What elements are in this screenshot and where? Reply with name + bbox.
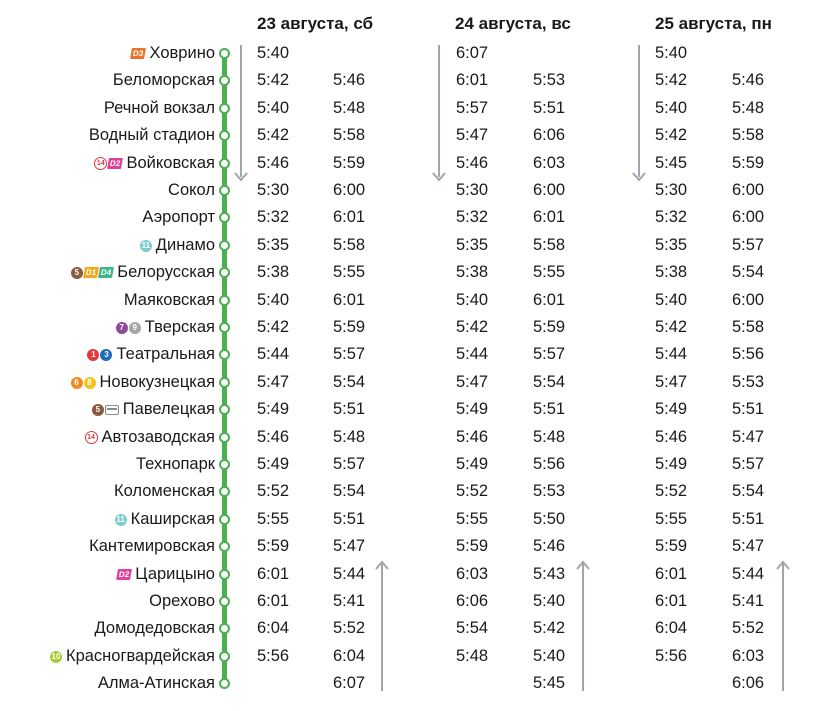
time-cell: 5:42 bbox=[257, 71, 290, 89]
station-dot bbox=[219, 185, 230, 196]
time-cell: 6:00 bbox=[333, 181, 366, 199]
time-cell: 6:03 bbox=[456, 565, 489, 583]
time-cell: 5:46 bbox=[533, 537, 566, 555]
time-cell: 5:40 bbox=[257, 44, 290, 62]
time-cell: 5:43 bbox=[533, 565, 566, 583]
station-dot bbox=[219, 432, 230, 443]
time-cell: 6:01 bbox=[257, 565, 290, 583]
transfer-badges bbox=[114, 514, 127, 526]
station-name: Коломенская bbox=[114, 482, 215, 500]
transfer-badges bbox=[84, 431, 98, 444]
time-cell: 5:32 bbox=[257, 208, 290, 226]
station-dot bbox=[219, 349, 230, 360]
station-name: Павелецкая bbox=[122, 400, 215, 418]
station-dot bbox=[219, 486, 230, 497]
time-cell: 5:49 bbox=[257, 455, 290, 473]
time-cell: 5:40 bbox=[456, 291, 489, 309]
time-cell: 5:52 bbox=[333, 619, 366, 637]
station-row bbox=[0, 150, 837, 177]
transfer-badges bbox=[49, 651, 62, 663]
time-cell: 5:59 bbox=[732, 154, 765, 172]
time-cell: 5:53 bbox=[533, 71, 566, 89]
mcd-line-badge: D1 bbox=[83, 267, 99, 278]
station-cell bbox=[149, 588, 215, 615]
time-cell: 6:06 bbox=[732, 674, 765, 692]
time-cell: 6:01 bbox=[655, 592, 688, 610]
time-cell: 5:46 bbox=[655, 428, 688, 446]
time-cell: 6:00 bbox=[732, 181, 765, 199]
station-dot bbox=[219, 651, 230, 662]
time-cell: 5:52 bbox=[257, 482, 290, 500]
mcd-line-badge: D3 bbox=[130, 48, 146, 59]
time-cell: 5:44 bbox=[333, 565, 366, 583]
time-cell: 5:57 bbox=[732, 236, 765, 254]
time-cell: 5:59 bbox=[533, 318, 566, 336]
station-name: Автозаводская bbox=[101, 428, 215, 446]
metro-line-badge: 5 bbox=[71, 267, 83, 279]
time-cell: 6:07 bbox=[333, 674, 366, 692]
time-cell: 5:51 bbox=[732, 400, 765, 418]
station-dot bbox=[219, 322, 230, 333]
station-cell bbox=[84, 424, 215, 451]
transfer-badges bbox=[115, 322, 141, 334]
station-name: Каширская bbox=[130, 510, 215, 528]
station-dot bbox=[219, 158, 230, 169]
time-cell: 6:01 bbox=[533, 208, 566, 226]
time-cell: 5:48 bbox=[533, 428, 566, 446]
station-cell bbox=[89, 122, 215, 149]
time-cell: 5:44 bbox=[655, 345, 688, 363]
time-cell: 5:55 bbox=[655, 510, 688, 528]
metro-line-badge: 14 bbox=[94, 157, 107, 170]
station-dot bbox=[219, 541, 230, 552]
time-cell: 5:40 bbox=[655, 99, 688, 117]
time-cell: 5:58 bbox=[533, 236, 566, 254]
time-cell: 5:54 bbox=[732, 482, 765, 500]
station-row bbox=[0, 615, 837, 642]
time-cell: 5:38 bbox=[257, 263, 290, 281]
time-cell: 5:55 bbox=[257, 510, 290, 528]
station-cell bbox=[70, 259, 215, 286]
time-cell: 6:00 bbox=[533, 181, 566, 199]
station-cell bbox=[115, 314, 215, 341]
station-cell bbox=[104, 95, 215, 122]
time-cell: 5:40 bbox=[257, 99, 290, 117]
time-cell: 5:35 bbox=[655, 236, 688, 254]
time-cell: 5:53 bbox=[533, 482, 566, 500]
station-cell bbox=[124, 287, 215, 314]
time-cell: 5:42 bbox=[257, 318, 290, 336]
time-cell: 5:51 bbox=[732, 510, 765, 528]
station-dot bbox=[219, 596, 230, 607]
station-name: Домодедовская bbox=[94, 619, 215, 637]
station-cell bbox=[70, 369, 216, 396]
station-row bbox=[0, 314, 837, 341]
railway-icon bbox=[105, 405, 119, 415]
station-name: Театральная bbox=[116, 345, 215, 363]
time-cell: 6:06 bbox=[533, 126, 566, 144]
time-cell: 5:51 bbox=[533, 99, 566, 117]
station-row bbox=[0, 396, 837, 423]
station-name: Беломорская bbox=[112, 71, 215, 89]
station-name: Алма-Атинская bbox=[97, 674, 215, 692]
time-cell: 5:48 bbox=[732, 99, 765, 117]
time-cell: 5:42 bbox=[655, 126, 688, 144]
station-cell bbox=[113, 67, 215, 94]
time-cell: 5:59 bbox=[456, 537, 489, 555]
time-cell: 5:46 bbox=[257, 428, 290, 446]
time-cell: 5:44 bbox=[732, 565, 765, 583]
time-cell: 5:32 bbox=[655, 208, 688, 226]
time-cell: 6:04 bbox=[655, 619, 688, 637]
time-cell: 5:56 bbox=[533, 455, 566, 473]
time-cell: 5:45 bbox=[655, 154, 688, 172]
time-cell: 5:47 bbox=[732, 428, 765, 446]
metro-line-badge: 11 bbox=[116, 514, 125, 524]
down-arrow-2 bbox=[432, 45, 446, 182]
time-cell: 5:47 bbox=[732, 537, 765, 555]
station-dot bbox=[219, 240, 230, 251]
time-cell: 5:46 bbox=[333, 71, 366, 89]
time-cell: 5:51 bbox=[533, 400, 566, 418]
station-cell bbox=[91, 396, 215, 423]
day-header-3: 25 августа, пн bbox=[655, 14, 772, 33]
time-cell: 6:01 bbox=[533, 291, 566, 309]
time-cell: 5:49 bbox=[655, 455, 688, 473]
time-cell: 5:54 bbox=[333, 373, 366, 391]
station-name: Новокузнецкая bbox=[99, 373, 215, 391]
time-cell: 5:55 bbox=[533, 263, 566, 281]
time-cell: 5:55 bbox=[333, 263, 366, 281]
time-cell: 5:49 bbox=[257, 400, 290, 418]
time-cell: 5:54 bbox=[456, 619, 489, 637]
time-cell: 5:35 bbox=[257, 236, 290, 254]
time-cell: 5:42 bbox=[533, 619, 566, 637]
time-cell: 5:41 bbox=[732, 592, 765, 610]
time-cell: 5:42 bbox=[655, 71, 688, 89]
time-cell: 6:03 bbox=[732, 647, 765, 665]
station-cell bbox=[93, 150, 215, 177]
station-row bbox=[0, 478, 837, 505]
station-row bbox=[0, 561, 837, 588]
day-header-2: 24 августа, вс bbox=[455, 14, 571, 33]
station-name: Царицыно bbox=[135, 565, 215, 583]
time-cell: 6:07 bbox=[456, 44, 489, 62]
time-cell: 5:46 bbox=[257, 154, 290, 172]
time-cell: 5:40 bbox=[655, 44, 688, 62]
station-cell bbox=[114, 506, 215, 533]
station-dot bbox=[219, 514, 230, 525]
time-cell: 5:44 bbox=[257, 345, 290, 363]
up-arrow-2 bbox=[576, 560, 590, 692]
station-row bbox=[0, 533, 837, 560]
station-row bbox=[0, 40, 837, 67]
station-row bbox=[0, 232, 837, 259]
down-arrow-1 bbox=[234, 45, 248, 182]
transfer-badges bbox=[93, 157, 122, 170]
time-cell: 5:49 bbox=[456, 455, 489, 473]
mcd-line-badge: D2 bbox=[116, 569, 132, 580]
time-cell: 6:00 bbox=[732, 208, 765, 226]
station-name: Сокол bbox=[168, 181, 215, 199]
time-cell: 5:50 bbox=[533, 510, 566, 528]
station-row bbox=[0, 177, 837, 204]
metro-line-badge: 9 bbox=[129, 322, 141, 334]
time-cell: 5:42 bbox=[655, 318, 688, 336]
station-dot bbox=[219, 678, 230, 689]
station-cell bbox=[49, 643, 215, 670]
station-row bbox=[0, 122, 837, 149]
time-cell: 5:57 bbox=[533, 345, 566, 363]
station-cell bbox=[95, 615, 215, 642]
down-arrow-3 bbox=[632, 45, 646, 182]
time-cell: 5:49 bbox=[655, 400, 688, 418]
mcd-line-badge: D4 bbox=[98, 267, 114, 278]
station-name: Технопарк bbox=[135, 455, 215, 473]
station-name: Кантемировская bbox=[89, 537, 215, 555]
time-cell: 5:54 bbox=[333, 482, 366, 500]
time-cell: 5:56 bbox=[257, 647, 290, 665]
time-cell: 6:01 bbox=[333, 208, 366, 226]
station-dot bbox=[219, 459, 230, 470]
time-cell: 5:53 bbox=[732, 373, 765, 391]
station-name: Маяковская bbox=[123, 291, 215, 309]
station-name: Речной вокзал bbox=[103, 99, 215, 117]
station-cell bbox=[116, 561, 215, 588]
transfer-badges bbox=[139, 240, 152, 252]
station-dot bbox=[219, 569, 230, 580]
station-name: Красногвардейская bbox=[65, 647, 215, 665]
time-cell: 6:01 bbox=[655, 565, 688, 583]
station-cell bbox=[139, 232, 215, 259]
time-cell: 5:47 bbox=[456, 373, 489, 391]
time-cell: 5:54 bbox=[533, 373, 566, 391]
time-cell: 5:40 bbox=[257, 291, 290, 309]
station-dot bbox=[219, 75, 230, 86]
time-cell: 5:38 bbox=[456, 263, 489, 281]
time-cell: 5:40 bbox=[533, 592, 566, 610]
mcd-line-badge: D2 bbox=[107, 158, 123, 169]
time-cell: 5:51 bbox=[333, 400, 366, 418]
station-cell bbox=[89, 533, 215, 560]
time-cell: 5:55 bbox=[456, 510, 489, 528]
time-cell: 5:58 bbox=[732, 318, 765, 336]
time-cell: 5:47 bbox=[655, 373, 688, 391]
time-cell: 5:30 bbox=[655, 181, 688, 199]
time-cell: 5:58 bbox=[333, 126, 366, 144]
up-arrow-3 bbox=[776, 560, 790, 692]
time-cell: 5:47 bbox=[257, 373, 290, 391]
time-cell: 5:59 bbox=[655, 537, 688, 555]
metro-line-badge: 5 bbox=[92, 404, 104, 416]
metro-line-badge: 7 bbox=[116, 322, 128, 334]
time-cell: 5:32 bbox=[456, 208, 489, 226]
station-row bbox=[0, 341, 837, 368]
station-cell bbox=[136, 451, 215, 478]
station-row bbox=[0, 67, 837, 94]
time-cell: 5:57 bbox=[456, 99, 489, 117]
transfer-badges bbox=[70, 377, 96, 389]
metro-line-badge: 3 bbox=[100, 349, 112, 361]
station-dot bbox=[219, 267, 230, 278]
time-cell: 5:52 bbox=[655, 482, 688, 500]
metro-line-badge: 10 bbox=[51, 651, 61, 661]
station-row bbox=[0, 204, 837, 231]
station-row bbox=[0, 95, 837, 122]
station-dot bbox=[219, 130, 230, 141]
time-cell: 5:46 bbox=[456, 428, 489, 446]
station-row bbox=[0, 369, 837, 396]
time-cell: 5:48 bbox=[333, 99, 366, 117]
time-cell: 5:56 bbox=[655, 647, 688, 665]
time-cell: 5:52 bbox=[456, 482, 489, 500]
time-cell: 5:42 bbox=[257, 126, 290, 144]
time-cell: 5:30 bbox=[257, 181, 290, 199]
station-row bbox=[0, 259, 837, 286]
time-cell: 6:01 bbox=[333, 291, 366, 309]
time-cell: 5:59 bbox=[333, 154, 366, 172]
metro-line-badge: 11 bbox=[141, 240, 151, 250]
time-cell: 5:46 bbox=[732, 71, 765, 89]
time-cell: 5:47 bbox=[333, 537, 366, 555]
metro-line-badge: 8 bbox=[84, 377, 96, 389]
transfer-badges bbox=[91, 404, 119, 416]
station-name: Орехово bbox=[149, 592, 215, 610]
station-row bbox=[0, 588, 837, 615]
station-name: Белорусская bbox=[117, 263, 215, 281]
time-cell: 5:41 bbox=[333, 592, 366, 610]
time-cell: 6:04 bbox=[333, 647, 366, 665]
time-cell: 5:44 bbox=[456, 345, 489, 363]
metro-line-badge: 14 bbox=[85, 431, 98, 444]
station-cell bbox=[98, 670, 215, 697]
station-cell bbox=[130, 40, 215, 67]
transfer-badges bbox=[116, 569, 131, 580]
time-cell: 5:45 bbox=[533, 674, 566, 692]
time-cell: 5:52 bbox=[732, 619, 765, 637]
time-cell: 5:35 bbox=[456, 236, 489, 254]
station-dot bbox=[219, 377, 230, 388]
station-name: Водный стадион bbox=[88, 126, 215, 144]
time-cell: 5:48 bbox=[333, 428, 366, 446]
up-arrow-1 bbox=[375, 560, 389, 692]
station-name: Аэропорт bbox=[142, 208, 215, 226]
station-cell bbox=[168, 177, 215, 204]
transfer-badges bbox=[86, 349, 112, 361]
time-cell: 5:51 bbox=[333, 510, 366, 528]
station-row bbox=[0, 287, 837, 314]
transfer-badges bbox=[130, 48, 145, 59]
time-cell: 5:57 bbox=[333, 455, 366, 473]
time-cell: 5:40 bbox=[655, 291, 688, 309]
station-row bbox=[0, 643, 837, 670]
station-dot bbox=[219, 404, 230, 415]
station-cell bbox=[86, 341, 215, 368]
station-dot bbox=[219, 103, 230, 114]
time-cell: 5:48 bbox=[456, 647, 489, 665]
station-row bbox=[0, 670, 837, 697]
station-cell bbox=[142, 204, 215, 231]
time-cell: 5:47 bbox=[456, 126, 489, 144]
time-cell: 5:30 bbox=[456, 181, 489, 199]
station-name: Ховрино bbox=[149, 44, 215, 62]
station-dot bbox=[219, 212, 230, 223]
time-cell: 6:00 bbox=[732, 291, 765, 309]
time-cell: 5:54 bbox=[732, 263, 765, 281]
time-cell: 5:40 bbox=[533, 647, 566, 665]
time-cell: 5:46 bbox=[456, 154, 489, 172]
station-name: Динамо bbox=[155, 236, 215, 254]
station-dot bbox=[219, 623, 230, 634]
time-cell: 6:03 bbox=[533, 154, 566, 172]
station-dot bbox=[219, 295, 230, 306]
time-cell: 5:57 bbox=[333, 345, 366, 363]
time-cell: 5:59 bbox=[333, 318, 366, 336]
station-cell bbox=[114, 478, 215, 505]
time-cell: 5:59 bbox=[257, 537, 290, 555]
time-cell: 5:38 bbox=[655, 263, 688, 281]
time-cell: 6:04 bbox=[257, 619, 290, 637]
station-row bbox=[0, 506, 837, 533]
time-cell: 5:57 bbox=[732, 455, 765, 473]
time-cell: 5:58 bbox=[333, 236, 366, 254]
metro-line-badge: 6 bbox=[71, 377, 83, 389]
time-cell: 5:42 bbox=[456, 318, 489, 336]
time-cell: 5:49 bbox=[456, 400, 489, 418]
station-name: Войковская bbox=[126, 154, 215, 172]
transfer-badges bbox=[70, 267, 113, 279]
time-cell: 5:56 bbox=[732, 345, 765, 363]
time-cell: 5:58 bbox=[732, 126, 765, 144]
metro-line-badge: 1 bbox=[87, 349, 99, 361]
station-dot bbox=[219, 48, 230, 59]
station-row bbox=[0, 424, 837, 451]
time-cell: 6:06 bbox=[456, 592, 489, 610]
station-row bbox=[0, 451, 837, 478]
day-header-1: 23 августа, сб bbox=[257, 14, 374, 33]
station-name: Тверская bbox=[144, 318, 215, 336]
time-cell: 6:01 bbox=[456, 71, 489, 89]
time-cell: 6:01 bbox=[257, 592, 290, 610]
